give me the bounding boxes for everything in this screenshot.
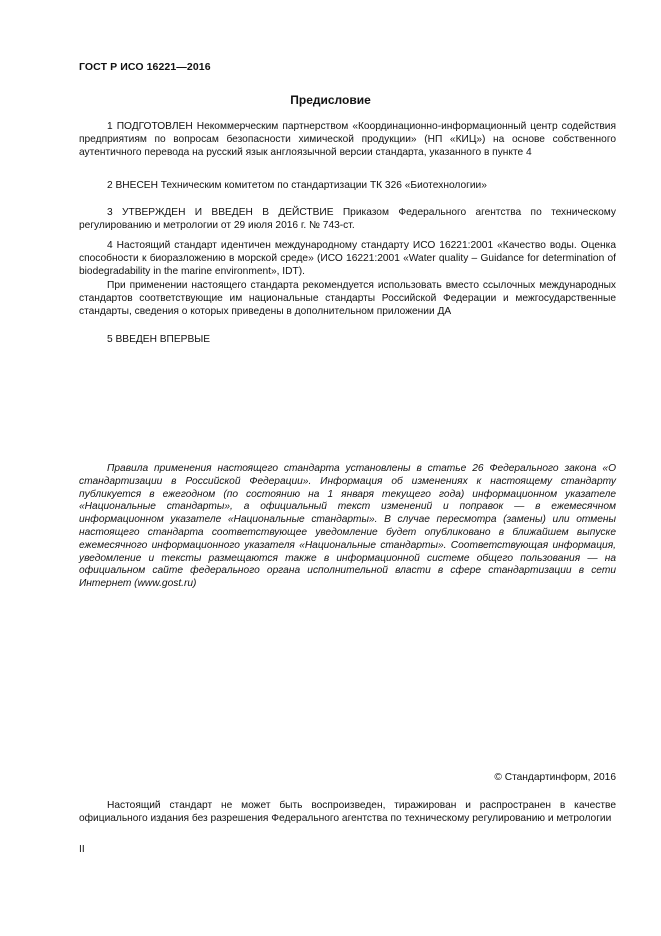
application-rules-notice: Правила применения настоящего стандарта установлены в статье 26 Федерального закона «О стандартизации в Российской Федерации». Информация об изменениях к настоящему стандарту публикуется в ежегодном (по состоянию на 1 января текущего года) информационном указателе «Национальные стандарты», а официальный текст изменений и поправок — в ежемесячном информационном указателе «Национальные стандарты». В случае пересмотра (замены) или отмены настоящего стандарта соответствующее уведомление будет опубликовано в ближайшем выпуске ежемесячного информационного указателя «Национальные стандарты». Соответствующая информация, уведомление и тексты размещаются также в информационной системе общего пользования — на официальном сайте федерального органа исполнительной власти в сфере стандартизации в сети Интернет (www.gost.ru) [79, 463, 616, 590]
page-title: Предисловие [290, 93, 371, 107]
foreword-item-first-introduced: 5 ВВЕДЕН ВПЕРВЫЕ [107, 334, 211, 345]
document-header: ГОСТ Р ИСО 16221—2016 [79, 61, 211, 73]
reproduction-notice: Настоящий стандарт не может быть воспроизведен, тиражирован и распространен в качестве официального издания без разрешения Федерального агентства по техническому регулированию и метрологии [79, 800, 616, 824]
copyright-line: © Стандартинформ, 2016 [494, 772, 616, 783]
page-number: II [79, 844, 85, 855]
foreword-item-identical: 4 Настоящий стандарт идентичен международному стандарту ИСО 16221:2001 «Качество воды. Оценка способности к биоразложению в морской среде» (ИСО 16221:2001 «Water quality – Guidance for determination of biodegradability in the marine environment», IDT). [79, 240, 616, 277]
foreword-item-introduced: 2 ВНЕСЕН Техническим комитетом по стандартизации ТК 326 «Биотехнологии» [107, 180, 487, 191]
foreword-item-prepared: 1 ПОДГОТОВЛЕН Некоммерческим партнерством «Координационно-информационный центр содействия предприятиям по вопросам безопасности химической продукции» (НП «КИЦ») на основе собственного аутентичного перевода на русский язык англоязычной версии стандарта, указанного в пункте 4 [79, 121, 616, 158]
foreword-item-application-note: При применении настоящего стандарта рекомендуется использовать вместо ссылочных международных стандартов соответствующие им национальные стандарты Российской Федерации и межгосударственные стандарты, сведения о которых приведены в дополнительном приложении ДА [79, 280, 616, 317]
foreword-item-approved: 3 УТВЕРЖДЕН И ВВЕДЕН В ДЕЙСТВИЕ Приказом Федерального агентства по техническому регулированию и метрологии от 29 июля 2016 г. № 743-ст. [79, 207, 616, 231]
